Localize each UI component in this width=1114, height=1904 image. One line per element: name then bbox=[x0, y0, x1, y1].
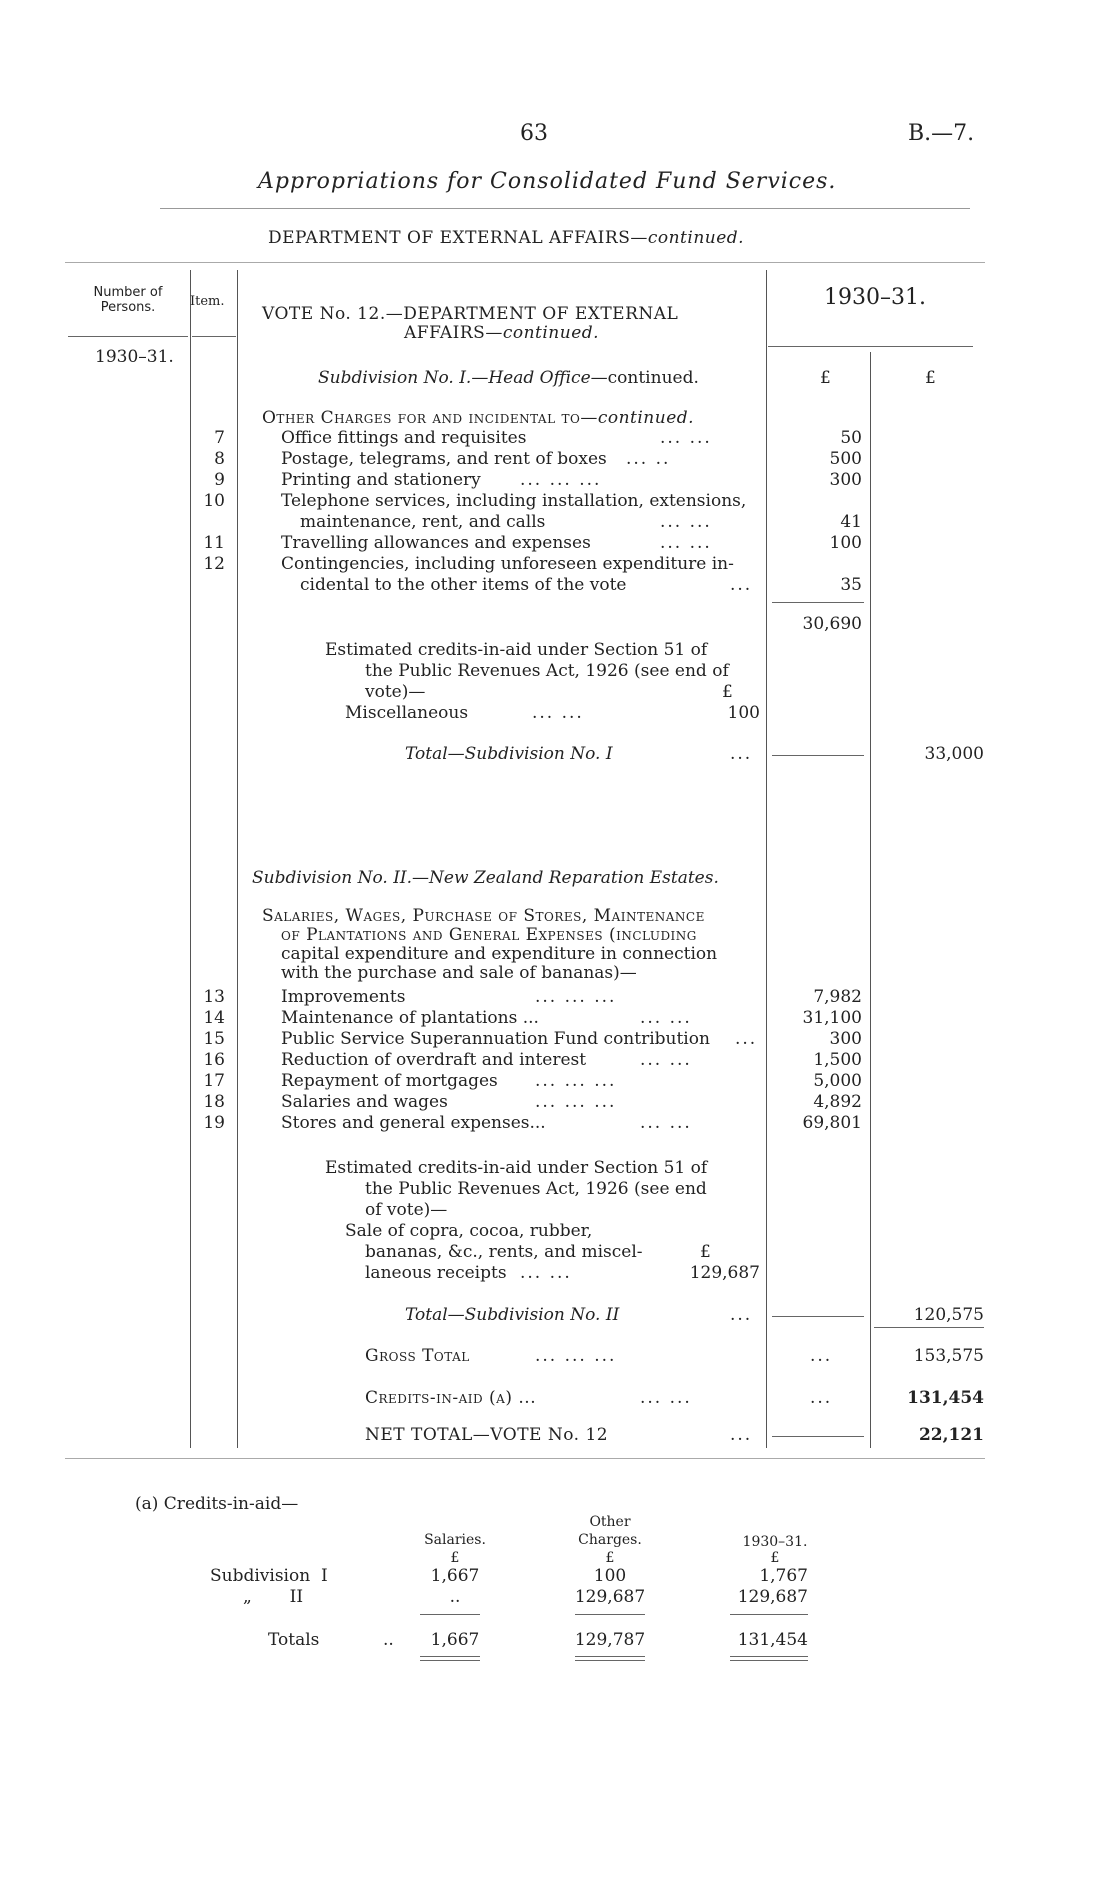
footnote-pound: £ bbox=[450, 1550, 460, 1566]
leader-dots: ... bbox=[730, 575, 753, 595]
credits-in-aid-label: Credits-in-aid (a) ... bbox=[365, 1388, 537, 1408]
number-of-persons-header: Number of Persons. bbox=[93, 285, 163, 315]
leader-dots: ... ... bbox=[640, 1113, 692, 1133]
item-description: Printing and stationery bbox=[281, 470, 481, 490]
footnote-salaries: .. bbox=[449, 1587, 461, 1607]
item-number: 17 bbox=[203, 1071, 225, 1091]
leader-dots: ... ... ... bbox=[520, 470, 602, 490]
leader-dots: ... bbox=[730, 1425, 753, 1445]
leader-dots: .. bbox=[383, 1630, 394, 1650]
item-description: Travelling allowances and expenses bbox=[281, 533, 591, 553]
leader-dots: ... ... bbox=[660, 533, 712, 553]
leader-dots: ... ... bbox=[640, 1388, 692, 1408]
subdivision1-credits-text: Estimated credits-in-aid under Section 51 of bbox=[325, 640, 708, 660]
gross-total: 153,575 bbox=[913, 1346, 984, 1366]
item-amount: 1,500 bbox=[813, 1050, 862, 1070]
item-number: 18 bbox=[203, 1092, 225, 1112]
subdivision2-credits-text: the Public Revenues Act, 1926 (see end bbox=[365, 1179, 707, 1199]
subdivision1-subtotal: 30,690 bbox=[802, 614, 862, 634]
page-number: 63 bbox=[520, 121, 548, 146]
footnote-pound: £ bbox=[605, 1550, 615, 1566]
item-number: 8 bbox=[214, 449, 225, 469]
item-amount: 7,982 bbox=[813, 987, 862, 1007]
item-number: 11 bbox=[203, 533, 225, 553]
item-description: Postage, telegrams, and rent of boxes bbox=[281, 449, 607, 469]
item-number: 10 bbox=[203, 491, 225, 511]
item-amount: 4,892 bbox=[813, 1092, 862, 1112]
footnote-totals-other: 129,787 bbox=[574, 1630, 646, 1650]
subdivision2-group-heading: of Plantations and General Expenses (including bbox=[281, 925, 697, 945]
leader-dots: ... .. bbox=[626, 449, 671, 469]
subdivision2-credits-amount: 129,687 bbox=[689, 1263, 760, 1283]
item-number: 12 bbox=[203, 554, 225, 574]
leader-dots: ... ... bbox=[660, 512, 712, 532]
item-description: Stores and general expenses... bbox=[281, 1113, 546, 1133]
footnote-pound: £ bbox=[770, 1550, 780, 1566]
footnote-col-year: 1930–31. bbox=[742, 1534, 808, 1550]
leader-dots: ... bbox=[810, 1388, 833, 1408]
leader-dots: ... ... ... bbox=[535, 987, 617, 1007]
department-heading: DEPARTMENT OF EXTERNAL AFFAIRS—continued. bbox=[268, 228, 745, 248]
item-header: Item. bbox=[190, 294, 225, 309]
item-description-cont: maintenance, rent, and calls bbox=[300, 512, 546, 532]
item-description: Contingencies, including unforeseen expenditure in- bbox=[281, 554, 734, 574]
item-number: 19 bbox=[203, 1113, 225, 1133]
page-reference: B.—7. bbox=[908, 121, 975, 146]
item-description: Telephone services, including installation, extensions, bbox=[281, 491, 747, 511]
footnote-col-salaries: Salaries. bbox=[424, 1532, 486, 1548]
item-description-cont: cidental to the other items of the vote bbox=[300, 575, 627, 595]
item-description: Salaries and wages bbox=[281, 1092, 448, 1112]
item-amount: 41 bbox=[840, 512, 862, 532]
subdivision2-credits-text: laneous receipts bbox=[365, 1263, 507, 1283]
item-number: 13 bbox=[203, 987, 225, 1007]
item-description: Repayment of mortgages bbox=[281, 1071, 498, 1091]
footnote-total: 129,687 bbox=[737, 1587, 808, 1607]
subdivision2-group-heading: with the purchase and sale of bananas)— bbox=[281, 963, 637, 983]
item-amount: 5,000 bbox=[813, 1071, 862, 1091]
footnote-col-other: Other bbox=[589, 1514, 631, 1530]
vote-title-line1: VOTE No. 12.—DEPARTMENT OF EXTERNAL bbox=[262, 304, 679, 324]
subdivision1-group-heading: Other Charges for and incidental to—continued. bbox=[262, 408, 695, 428]
leader-dots: ... ... ... bbox=[535, 1071, 617, 1091]
subdivision1-credits-text: vote)— bbox=[365, 682, 426, 702]
footnote-title: (a) Credits-in-aid— bbox=[135, 1494, 299, 1514]
item-description: Office fittings and requisites bbox=[281, 428, 527, 448]
item-number: 14 bbox=[203, 1008, 225, 1028]
subdivision2-group-heading: capital expenditure and expenditure in connection bbox=[281, 944, 718, 964]
leader-dots: ... ... bbox=[640, 1050, 692, 1070]
subdivision2-credits-text: bananas, &c., rents, and miscel- bbox=[365, 1242, 643, 1262]
leader-dots: ... ... bbox=[520, 1263, 572, 1283]
subdivision2-total-label: Total—Subdivision No. II bbox=[405, 1305, 620, 1325]
footnote-row-label: Subdivision I bbox=[210, 1566, 328, 1586]
subdivision2-total: 120,575 bbox=[913, 1305, 984, 1325]
vote-title-line2: AFFAIRS—continued. bbox=[404, 323, 600, 343]
item-description: Maintenance of plantations ... bbox=[281, 1008, 539, 1028]
item-number: 9 bbox=[214, 470, 225, 490]
page-title: Appropriations for Consolidated Fund Services. bbox=[258, 169, 837, 194]
leader-dots: ... ... bbox=[532, 703, 584, 723]
credits-in-aid-total: 131,454 bbox=[907, 1388, 984, 1408]
persons-year: 1930–31. bbox=[95, 347, 174, 367]
leader-dots: ... ... bbox=[640, 1008, 692, 1028]
item-amount: 31,100 bbox=[802, 1008, 862, 1028]
item-amount: 50 bbox=[840, 428, 862, 448]
item-amount: 300 bbox=[829, 1029, 862, 1049]
item-number: 7 bbox=[214, 428, 225, 448]
item-number: 15 bbox=[203, 1029, 225, 1049]
leader-dots: ... ... bbox=[660, 428, 712, 448]
pound-sign-totals: £ bbox=[925, 368, 936, 388]
item-description: Improvements bbox=[281, 987, 406, 1007]
footnote-row-label: „ II bbox=[243, 1587, 304, 1607]
item-amount: 100 bbox=[829, 533, 862, 553]
item-amount: 500 bbox=[829, 449, 862, 469]
leader-dots: ... ... ... bbox=[535, 1346, 617, 1366]
year-header: 1930–31. bbox=[824, 285, 926, 310]
footnote-salaries: 1,667 bbox=[430, 1566, 480, 1586]
subdivision1-credits-text: the Public Revenues Act, 1926 (see end of bbox=[365, 661, 729, 681]
subdivision2-credits-text: Sale of copra, cocoa, rubber, bbox=[345, 1221, 593, 1241]
footnote-col-other: Charges. bbox=[578, 1532, 642, 1548]
subdivision2-credits-text: of vote)— bbox=[365, 1200, 448, 1220]
item-number: 16 bbox=[203, 1050, 225, 1070]
subdivision2-group-heading: Salaries, Wages, Purchase of Stores, Maintenance bbox=[262, 906, 705, 926]
leader-dots: ... ... ... bbox=[535, 1092, 617, 1112]
item-description: Public Service Superannuation Fund contribution bbox=[281, 1029, 710, 1049]
footnote-other: 100 bbox=[593, 1566, 627, 1586]
footnote-totals-salaries: 1,667 bbox=[430, 1630, 480, 1650]
footnote-total: 1,767 bbox=[759, 1566, 808, 1586]
subdivision1-credits-misc: Miscellaneous bbox=[345, 703, 469, 723]
footnote-totals-label: Totals bbox=[268, 1630, 320, 1650]
leader-dots: ... bbox=[730, 744, 753, 764]
subdivision1-total-label: Total—Subdivision No. I bbox=[405, 744, 613, 764]
item-amount: 35 bbox=[840, 575, 862, 595]
net-total-label: NET TOTAL—VOTE No. 12 bbox=[365, 1425, 609, 1445]
pound-sign-items: £ bbox=[820, 368, 831, 388]
leader-dots: ... bbox=[735, 1029, 758, 1049]
subdivision1-heading: Subdivision No. I.—Head Office—continued. bbox=[318, 368, 699, 388]
subdivision2-heading: Subdivision No. II.—New Zealand Reparation Estates. bbox=[252, 868, 719, 888]
gross-total-label: Gross Total bbox=[365, 1346, 470, 1366]
item-amount: 300 bbox=[829, 470, 862, 490]
subdivision1-total: 33,000 bbox=[924, 744, 984, 764]
footnote-other: 129,687 bbox=[574, 1587, 646, 1607]
net-total: 22,121 bbox=[918, 1425, 984, 1445]
leader-dots: ... bbox=[810, 1346, 833, 1366]
subdivision2-credits-text: Estimated credits-in-aid under Section 51 of bbox=[325, 1158, 708, 1178]
item-amount: 69,801 bbox=[802, 1113, 862, 1133]
subdivision1-credits-amount: 100 bbox=[727, 703, 760, 723]
subdivision1-credits-pound: £ bbox=[722, 682, 733, 702]
item-description: Reduction of overdraft and interest bbox=[281, 1050, 587, 1070]
subdivision2-credits-pound: £ bbox=[700, 1242, 711, 1262]
footnote-totals-total: 131,454 bbox=[737, 1630, 808, 1650]
leader-dots: ... bbox=[730, 1305, 753, 1325]
